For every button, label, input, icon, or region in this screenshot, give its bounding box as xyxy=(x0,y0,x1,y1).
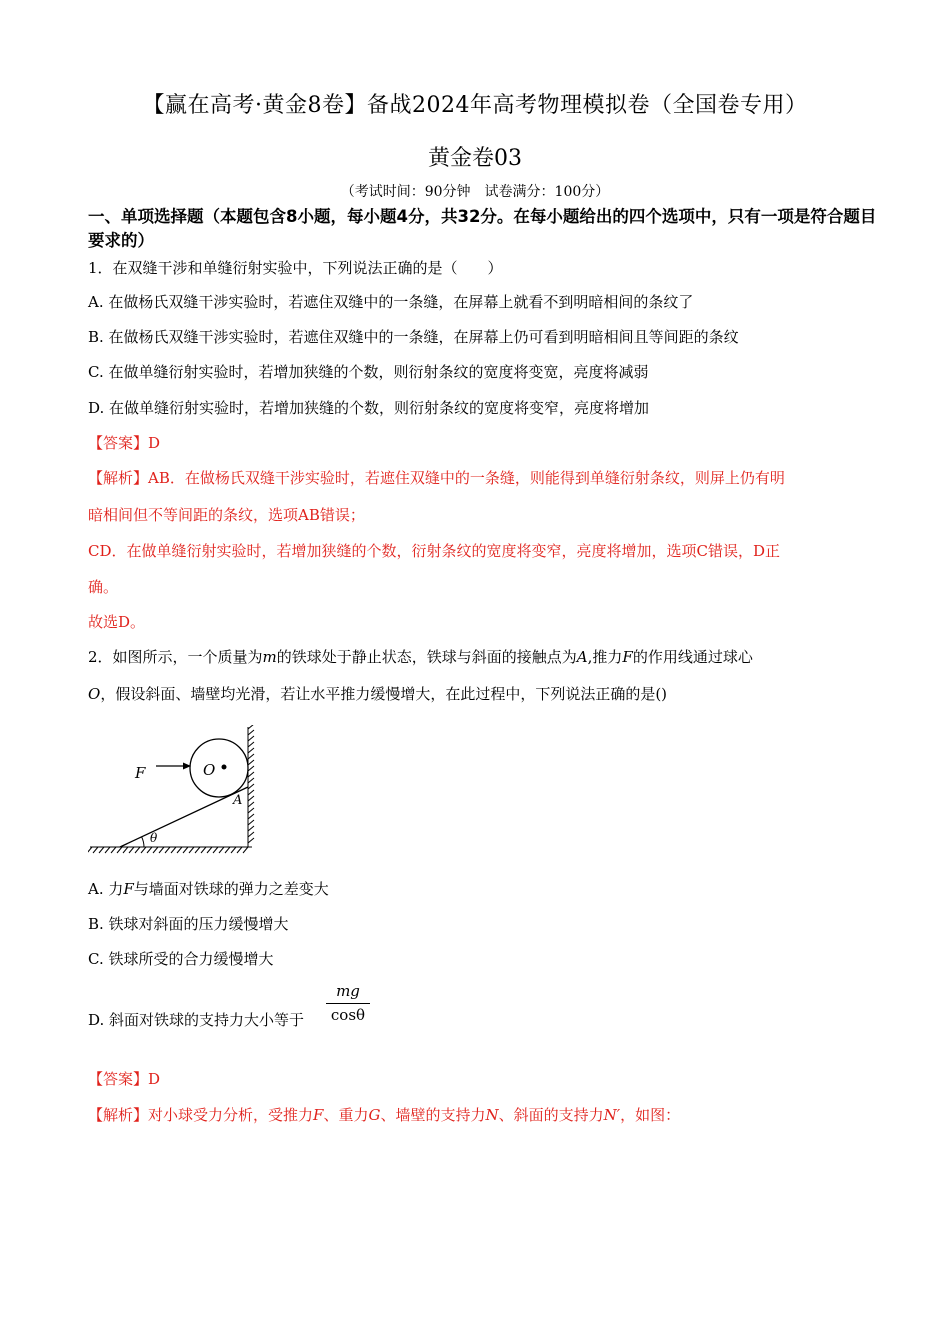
hatch-mark xyxy=(248,725,254,729)
option-text: 与墙面对铁球的弹力之差变大 xyxy=(133,880,329,898)
analysis-text: ，如图： xyxy=(620,1106,681,1124)
analysis-text: 、墙壁的支持力 xyxy=(380,1106,486,1124)
hatch-mark xyxy=(248,778,254,783)
answer-value: D xyxy=(148,434,161,452)
answer-value: D xyxy=(148,1070,161,1088)
var-g: G xyxy=(368,1106,381,1124)
q2-stem-line-1 xyxy=(88,646,878,667)
var-a: A xyxy=(576,648,588,666)
var-f: F xyxy=(123,880,134,898)
theta-arc xyxy=(142,837,144,847)
q1-analysis-line-4: 确。 xyxy=(88,578,119,596)
q2-stem-line-2 xyxy=(88,683,878,704)
hatch-mark xyxy=(105,847,110,853)
hatch-mark xyxy=(248,790,254,795)
q2-option-c: C. 铁球所受的合力缓慢增大 xyxy=(88,950,274,968)
hatch-mark xyxy=(248,796,254,801)
hatch-mark xyxy=(248,784,254,789)
hatch-mark xyxy=(248,772,254,777)
q1-analysis-line-3: CD．在做单缝衍射实验时，若增加狭缝的个数，衍射条纹的宽度将变窄，亮度将增加，选项C错误，D正 xyxy=(88,542,781,560)
fraction-mg-cos-theta xyxy=(326,982,370,1024)
hatch-mark xyxy=(207,847,212,853)
incline-ball-figure xyxy=(88,725,268,855)
q1-conclusion: 故选D。 xyxy=(88,613,146,631)
iron-ball xyxy=(190,739,248,797)
analysis-text: 、斜面的支持力 xyxy=(498,1106,604,1124)
hatch-mark xyxy=(248,766,254,771)
stem-text: 的铁球处于静止状态，铁球与斜面的接触点为 xyxy=(276,648,577,666)
hatch-mark xyxy=(248,742,254,747)
analysis-text: 对小球受力分析，受推力 xyxy=(148,1106,314,1124)
q2-answer xyxy=(88,1068,878,1089)
hatch-mark xyxy=(99,847,104,853)
analysis-text: 、重力 xyxy=(323,1106,369,1124)
label-theta: θ xyxy=(150,831,158,845)
q1-option-a: A. 在做杨氏双缝干涉实验时，若遮住双缝中的一条缝，在屏幕上就看不到明暗相间的条纹了 xyxy=(88,293,694,311)
q1-analysis-line-1 xyxy=(88,467,878,488)
hatch-mark xyxy=(248,814,254,819)
analysis-label: 【解析】 xyxy=(88,1106,149,1124)
hatch-mark xyxy=(225,847,230,853)
fraction-denominator: cosθ xyxy=(330,1006,366,1024)
incline-surface xyxy=(120,787,248,847)
hatch-mark xyxy=(141,847,146,853)
option-text: A. 力 xyxy=(88,880,124,898)
hatch-mark xyxy=(117,847,122,853)
var-f: F xyxy=(622,648,633,666)
wall-hatch xyxy=(248,725,254,847)
stem-text: 2．如图所示，一个质量为 xyxy=(88,648,263,666)
hatch-mark xyxy=(237,847,242,853)
var-n: N xyxy=(485,1106,499,1124)
hatch-mark xyxy=(243,847,248,853)
hatch-mark xyxy=(111,847,116,853)
q1-answer xyxy=(88,432,878,453)
q2-option-a xyxy=(88,878,878,899)
hatch-mark xyxy=(153,847,158,853)
hatch-mark xyxy=(159,847,164,853)
answer-label: 【答案】 xyxy=(88,434,149,452)
q1-option-b: B. 在做杨氏双缝干涉实验时，若遮住双缝中的一条缝，在屏幕上仍可看到明暗相间且等间距的条纹 xyxy=(88,328,739,346)
answer-label: 【答案】 xyxy=(88,1070,149,1088)
hatch-mark xyxy=(248,802,254,807)
hatch-mark xyxy=(219,847,224,853)
fraction-bar xyxy=(326,1003,370,1004)
hatch-mark xyxy=(248,838,254,843)
label-f: F xyxy=(135,764,146,782)
q1-analysis-line-2: 暗相间但不等间距的条纹，选项AB错误； xyxy=(88,506,365,524)
analysis-text: AB．在做杨氏双缝干涉实验时，若遮住双缝中的一条缝，则能得到单缝衍射条纹，则屏上仍有明 xyxy=(148,469,785,487)
q2-analysis xyxy=(88,1104,878,1125)
hatch-mark xyxy=(248,760,254,765)
hatch-mark xyxy=(248,820,254,825)
q1-stem: 1．在双缝干涉和单缝衍射实验中，下列说法正确的是（ ） xyxy=(88,259,503,277)
hatch-mark xyxy=(183,847,188,853)
hatch-mark xyxy=(213,847,218,853)
stem-text: ,推力 xyxy=(587,648,623,666)
analysis-label: 【解析】 xyxy=(88,469,149,487)
q2-option-d: D. 斜面对铁球的支持力大小等于 xyxy=(88,1011,305,1029)
document-title: 【赢在高考·黄金8卷】备战2024年高考物理模拟卷（全国卷专用） xyxy=(142,93,808,118)
hatch-mark xyxy=(248,826,254,831)
fraction-numerator: mg xyxy=(336,982,360,1000)
hatch-mark xyxy=(195,847,200,853)
hatch-mark xyxy=(177,847,182,853)
q1-option-d: D. 在做单缝衍射实验时，若增加狭缝的个数，则衍射条纹的宽度将变窄，亮度将增加 xyxy=(88,399,650,417)
hatch-mark xyxy=(123,847,128,853)
hatch-mark xyxy=(93,847,98,853)
hatch-mark xyxy=(129,847,134,853)
hatch-mark xyxy=(147,847,152,853)
label-a: A xyxy=(233,793,243,808)
hatch-mark xyxy=(88,847,92,853)
section-heading: 一、单项选择题（本题包含8小题，每小题4分，共32分。在每小题给出的四个选项中，只有一项是符合题目要求的） xyxy=(88,207,877,250)
label-o: O xyxy=(203,761,216,779)
var-f: F xyxy=(313,1106,324,1124)
var-m: m xyxy=(262,648,277,666)
hatch-mark xyxy=(201,847,206,853)
hatch-mark xyxy=(171,847,176,853)
hatch-mark xyxy=(248,754,254,759)
ground-hatch xyxy=(88,847,252,853)
var-n-prime: N′ xyxy=(603,1106,621,1124)
q1-option-c: C. 在做单缝衍射实验时，若增加狭缝的个数，则衍射条纹的宽度将变宽，亮度将减弱 xyxy=(88,363,649,381)
stem-text: ，假设斜面、墙壁均光滑，若让水平推力缓慢增大，在此过程中，下列说法正确的是() xyxy=(100,685,668,703)
hatch-mark xyxy=(248,730,254,735)
hatch-mark xyxy=(231,847,236,853)
ball-center-dot xyxy=(222,765,227,770)
exam-info: （考试时间：90分钟 试卷满分：100分） xyxy=(340,184,610,200)
var-o: O xyxy=(88,685,101,703)
hatch-mark xyxy=(189,847,194,853)
paper-subtitle: 黄金卷03 xyxy=(428,146,522,171)
hatch-mark xyxy=(248,748,254,753)
q2-option-b: B. 铁球对斜面的压力缓慢增大 xyxy=(88,915,289,933)
hatch-mark xyxy=(248,832,254,837)
stem-text: 的作用线通过球心 xyxy=(632,648,753,666)
hatch-mark xyxy=(248,736,254,741)
hatch-mark xyxy=(165,847,170,853)
hatch-mark xyxy=(248,808,254,813)
hatch-mark xyxy=(135,847,140,853)
